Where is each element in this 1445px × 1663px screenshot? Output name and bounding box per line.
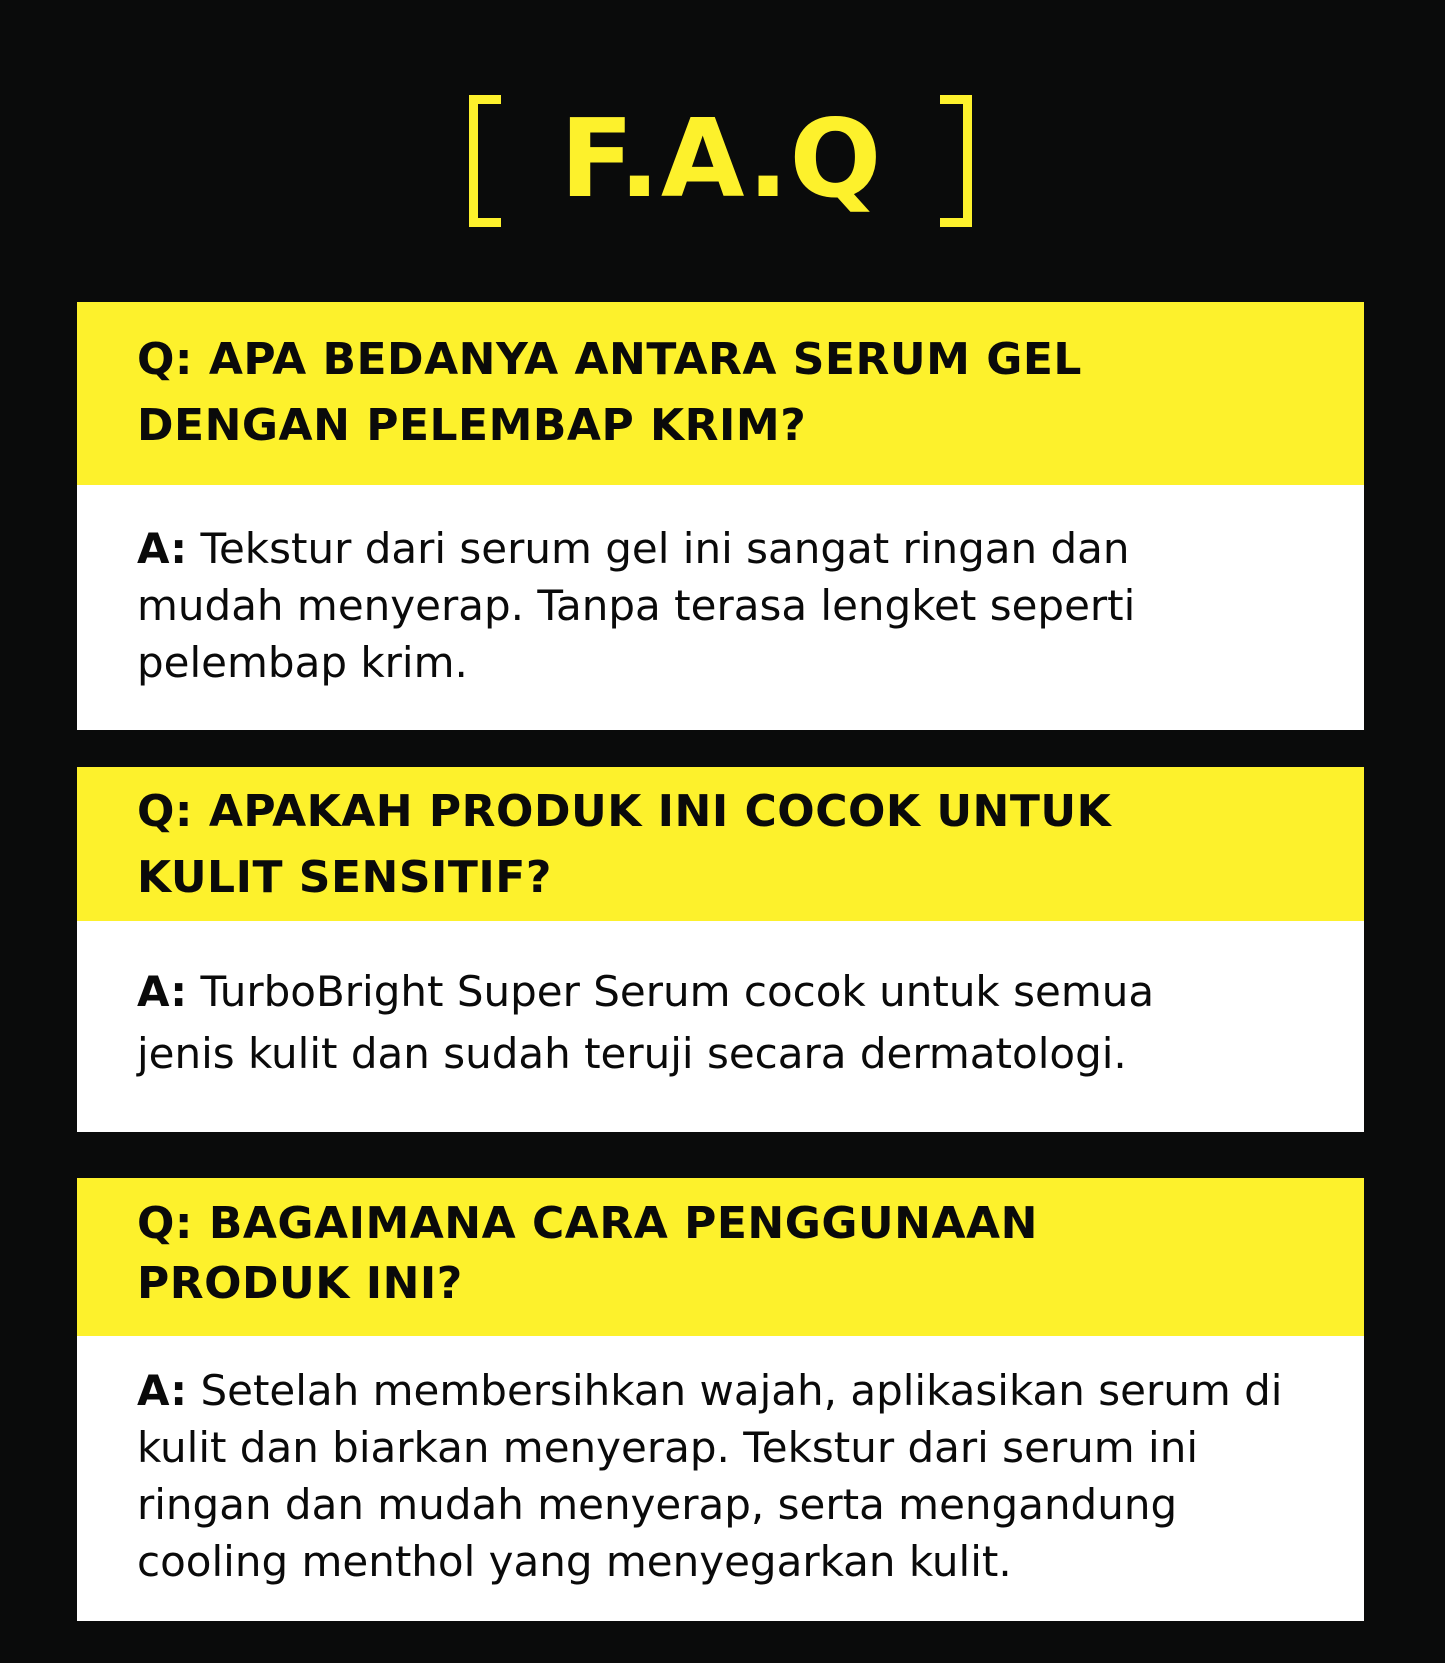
question-text <box>137 327 1324 459</box>
answer-line: Setelah membersihkan wajah, aplikasikan serum di <box>187 1366 1283 1415</box>
answer-line: mudah menyerap. Tanpa terasa lengket seperti <box>137 581 1136 630</box>
answer-text <box>137 520 1324 691</box>
faq-item <box>77 1178 1364 1621</box>
question-line: Q: BAGAIMANA CARA PENGGUNAAN <box>137 1198 1038 1249</box>
page-title: F.A.Q <box>560 97 883 222</box>
left-bracket-icon <box>469 95 501 227</box>
answer-line: Tekstur dari serum gel ini sangat ringan dan <box>187 524 1130 573</box>
faq-item <box>77 302 1364 730</box>
answer-text <box>137 961 1324 1085</box>
answer-box <box>77 485 1364 730</box>
answer-line: cooling menthol yang menyegarkan kulit. <box>137 1537 1012 1586</box>
question-line: PRODUK INI? <box>137 1258 463 1309</box>
answer-box <box>77 921 1364 1132</box>
faq-header <box>0 0 1445 260</box>
answer-line: pelembap krim. <box>137 638 468 687</box>
answer-box <box>77 1336 1364 1621</box>
answer-prefix: A: <box>137 524 188 573</box>
question-box <box>77 1178 1364 1336</box>
question-box <box>77 302 1364 485</box>
question-line: Q: APAKAH PRODUK INI COCOK UNTUK <box>137 786 1112 837</box>
answer-prefix: A: <box>137 1366 188 1415</box>
answer-line: ringan dan mudah menyerap, serta mengandung <box>137 1480 1178 1529</box>
question-text <box>137 779 1324 911</box>
answer-line: jenis kulit dan sudah teruji secara dermatologi. <box>137 1029 1127 1078</box>
question-line: DENGAN PELEMBAP KRIM? <box>137 400 807 451</box>
answer-line: kulit dan biarkan menyerap. Tekstur dari serum ini <box>137 1423 1199 1472</box>
answer-text <box>137 1362 1324 1590</box>
faq-item <box>77 767 1364 1132</box>
question-text <box>137 1194 1324 1314</box>
right-bracket-icon <box>940 95 972 227</box>
answer-line: TurboBright Super Serum cocok untuk semua <box>187 967 1155 1016</box>
question-box <box>77 767 1364 921</box>
question-line: KULIT SENSITIF? <box>137 852 552 903</box>
question-line: Q: APA BEDANYA ANTARA SERUM GEL <box>137 334 1082 385</box>
answer-prefix: A: <box>137 967 188 1016</box>
